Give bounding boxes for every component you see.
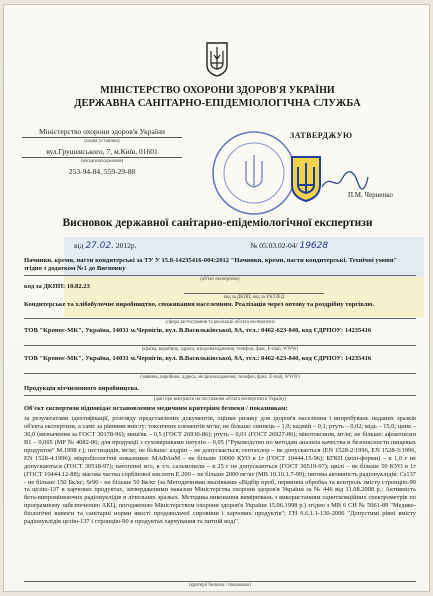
date-prefix: від — [74, 241, 84, 250]
object-caption: (об'єкт експертизи) — [24, 275, 416, 283]
date-year: 2012р. — [115, 241, 137, 250]
signature-icon — [320, 169, 370, 193]
approval-label: ЗАТВЕРДЖУЮ — [290, 131, 353, 140]
institution-address: вул.Грушевського, 7, м.Київ, 01601 — [22, 147, 182, 158]
institution-phone: 253-94-84, 559-29-88 — [68, 167, 136, 176]
document-sheet — [3, 4, 430, 592]
approver-name: П.М. Черненко — [348, 191, 393, 199]
origin-caption: (дані про контракти на постачання об'єкта експертизи в Україну) — [24, 395, 416, 403]
number-prefix: № 05.03.02-04/ — [250, 241, 298, 250]
institution-caption: (назва установи) — [84, 139, 120, 144]
service-title: ДЕРЖАВНА САНІТАРНО-ЕПІДЕМІОЛОГІЧНА СЛУЖБА — [74, 98, 361, 109]
manufacturer-caption: (країна, виробник, адреса, місцезнаходження, телефон, факс, E-mail, WWW) — [24, 345, 416, 353]
institution-name: Міністерство охорони здоров'я України — [22, 127, 182, 138]
origin-text: Продукція вітчизняного виробництва. — [24, 385, 139, 392]
number-handwritten: 19628 — [299, 241, 329, 251]
compliance-caption: (критерії безпеки / показники) — [24, 581, 416, 589]
scope-text: Кондитерське та хлібобулочне виробництво, споживання населенням. Реалізація через оптову та роздрібну торгівлю. — [24, 301, 375, 308]
dkpp-caption: код за ДКПП, код за УКТЗЕД — [184, 293, 324, 301]
official-stamp-icon — [210, 129, 298, 217]
coat-of-arms-icon — [205, 41, 229, 77]
ministry-title: МІНІСТЕРСТВО ОХОРОНИ ЗДОРОВ'Я УКРАЇНИ — [100, 85, 335, 96]
object-text: Начинки, креми, пасти кондитерські за ТУ У 15.8-14235416-004:2012 "Начинки, креми, пасти кондитерські. Технічні умови" згідно з додатком №1 до Висновку — [24, 257, 398, 273]
issuer-block — [22, 127, 182, 176]
compliance-body: за результатами ідентифікації, розгляду представлених документів, оцінки ризику для здоров'я населення і випробувань наданих зразків об'єкта експертизи, а саме за рівнями вмісту: токсичних елементів мг/кг, не більше: свинець – 1,0; кадмій – 0,1; ртуть – 0,02; мідь – 15,0; цинк – 30,0 (визначення за ГОСТ 30178-96); миш'як – 0,5 (ГОСТ 26930-86); ртуть – 0,01 (ГОСТ 26927-86); мікотоксинів, мг/кг, не більше: афлатоксин В1 – 0,005 (МР № 4082-86; для продукції з суховершками патулін – 0,05 ("Руководство по методам анализа качества и безопасности пищевых продуктов" М.1998 г.); пестицидів, мг/кг, не більше: алдрін – не допускається; гептахлор – не допускається (ЕN 1528-2:1996, ЕN 1528-3:1996, ЕN 1528-4:1996); мікробіологічні показники: МАФАнМ – не більше 10000 КУО в 1г (ГОСТ 10444.15-96); БГКП (колі-форми) – в 1,0 г не допускаються (ГОСТ 30518-97); патогенні м/о, в т.ч. сальмонели – в 25 г не допускаються (ГОСТ 30519-97); цвілі – не більше 50 КУО в 1г (ГОСТ 10444.12-88); масова частка сорбінової кислоти Е 200 – не більше 2000 мг/кг (МВ 10.10.1.7-99); питома активність радіонуклідів: Cs137 - не більше 150 Бк/кг; Sr90 - не більше 50 Бк/кг (за Методичними вказівками «Відбір проб, первинна обробка та контроль змісту стронцію-90 та цезію-137 в харчових продуктах, затвердженими наказом Міністерства охорони здоров'я України за № 446 від 11.08.2008 р.; Активність бета-випромінюючих радіонуклідів в лічильних зразках. Методика виконання вимірювань з використанням сцинтиляційних спектрометрів по програмному забезпеченню АКЦ, погодженою Міністерством охорони здоров'я України 15.06.1998 р.) згідно з МВ 6 СН № 5061-89 "Медико-біологічні вимоги та санітарні норми якості продовольчої сировини і харчових продуктів"; ГН 6.6.1.1-130-2006 "Допустимі рівні вмісту радіонуклідів цезію-137 і стронцію-90 в продуктах харчування та питній воді". — [24, 415, 416, 526]
applicant-caption: (заявник, виробник, адреса, місцезнаходження, телефон, факс, E-mail, WWW) — [24, 373, 416, 381]
address-caption: (місцезнаходження) — [80, 159, 124, 164]
manufacturer-text: ТОВ "Кронос-МК", Україна, 14031 м.Чернігів, вул. В.Васильківської, 9А, тел.: 0462-623-840, код ЄДРПОУ: 14235416 — [24, 327, 372, 334]
document-title: Висновок державної санітарно-епідеміологічної експертизи — [62, 217, 373, 229]
dkpp-code: код за ДКПП: 10.82.23 — [24, 283, 90, 290]
date-handwritten: 27.02. — [85, 241, 114, 251]
compliance-heading: Об'єкт експертизи відповідає встановленим медичним критеріям безпеки / показникам: — [24, 405, 288, 412]
registration-row — [74, 241, 414, 251]
scope-caption: (сфера застосування та реалізації об'єкта експертизи) — [24, 318, 416, 326]
applicant-text: ТОВ "Кронос-МК", Україна, 14031 м.Чернігів, вул. В.Васильківської, 9А, тел.: 0462-623-840, код ЄДРПОУ: 14235416 — [24, 355, 372, 362]
